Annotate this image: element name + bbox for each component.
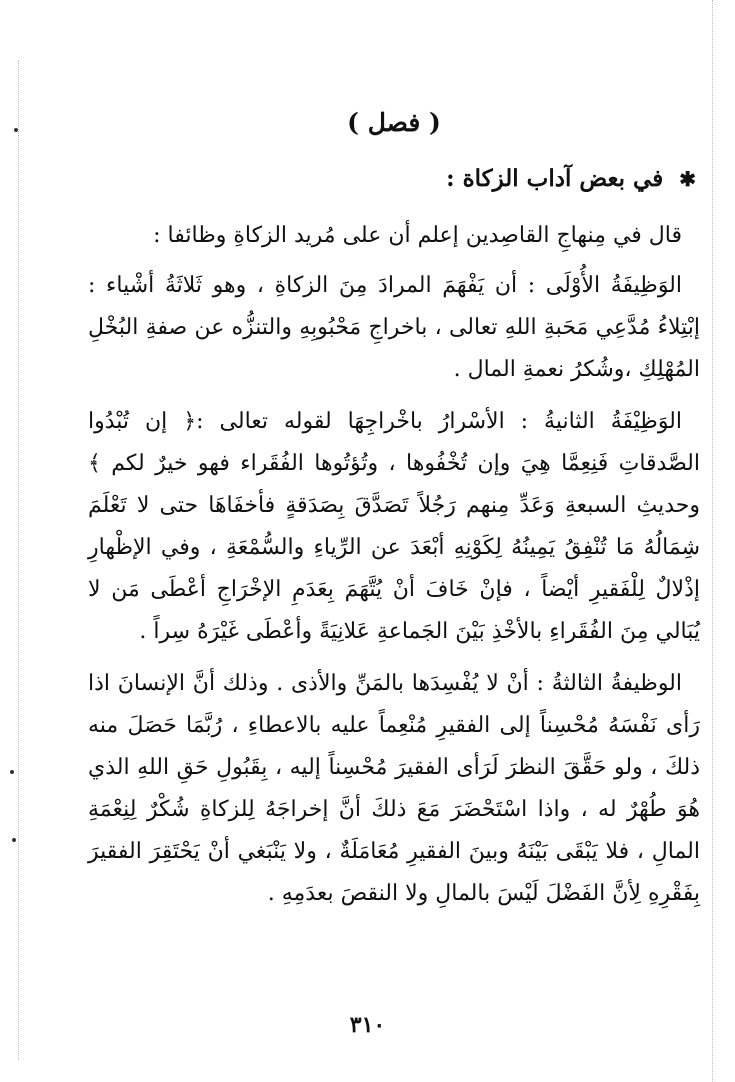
scan-edge-right: [712, 0, 713, 1082]
section-subheading: [88, 161, 700, 197]
asterisk-bullet-icon: ✱: [679, 167, 696, 191]
paragraph-first-duty: الوَظِيفَةُ الأُوْلَى : أن يَفْهَمَ المرادَ مِنَ الزكاةِ ، وهو ثَلاثَةُ أشْياء : إبْتِلاءُ مُدَّعِي مَحَبةِ اللهِ تعالى ، باخراجِ مَحْبُوبِهِ والتنزُّه عن صفةِ البُخْلِ المُهْلِكِ ،وشُكرُ نعمةِ المال .: [88, 273, 700, 382]
scan-speck: [14, 128, 18, 132]
section-heading: ( فصل ): [347, 108, 441, 137]
page-number: ٣١٠: [349, 1012, 386, 1038]
intro-paragraph: قال في مِنهاجِ القاصِدين إعلم أن على مُريد الزكاةِ وظائفا :: [153, 223, 682, 248]
paragraph-second-duty: الوَظِيْفَةُ الثانيةُ : الأسْرارُ باخْراجِهَا لقوله تعالى :﴿ إن تُبْدُوا الصَّدقاتِ فَنِعِمَّا هِيَ وإن تُخْفُوها ، وتُؤتُوها الفُقَراء فهو خيرٌ لكم ﴾ وحديثِ السبعةِ وَعَدِّ مِنهم رَجُلاً تَصَدَّقَ بِصَدَقةٍ فأخفَاهَا حتى لا تَعْلَمَ شِمَالُهُ مَا تُنْفِقُ يَمِينُهُ لِكَوْنِهِ أبْعَدَ عن الرِّياءِ والسُّمْعَةِ ، وفي الإظْهارِ إذْلالٌ لِلْفَقيرِ أيْضاً ، فإنْ خَافَ أنْ يُتَّهَمَ بِعَدَمِ الإخْرَاجِ أعْطَى مَن لا يُبَالي مِنَ الفُقَراءِ بالأخْذِ بَيْنَ الجَماعةِ عَلانِيَةً وأعْطَى غَيْرَهُ سِراً .: [88, 409, 700, 644]
text-body: [88, 105, 700, 925]
scan-speck: [10, 770, 14, 774]
scan-speck: [12, 838, 16, 842]
subheading-text: في بعض آداب الزكاة :: [446, 165, 664, 192]
paragraph-third-duty: الوظيفةُ الثالثةُ : أنْ لا يُفْسِدَها بالمَنِّ والأذى . وذلك أنَّ الإنسانَ اذا رَأى نَفْسَهُ مُحْسِناً إلى الفقيرِ مُنْعِماً عليه بالاعطاءِ ، رُبَّمَا حَصَلَ منه ذلكَ ، ولو حَقَّقَ النظرَ لَرَأى الفقيرَ مُحْسِناً إليه ، بِقَبُولِ حَقِ اللهِ الذي هُوَ طُهْرٌ له ، واذا اسْتَحْضَرَ مَعَ ذلكَ أنَّ إخراجَهُ لِلزكاةِ شُكْرٌ لِنِعْمَةِ المالِ ، فلا يَبْقَى بَيْنَهُ وبينَ الفقيرِ مُعَامَلَةٌ ، ولا يَنْبَغي أنْ يَحْتَقِرَ الفقيرَ بِفَقْرِهِ لِأنَّ الفَضْلَ لَيْسَ بالمالِ ولا النقصَ بعدَمِهِ .: [88, 671, 700, 906]
scan-edge-left: [18, 60, 19, 1060]
